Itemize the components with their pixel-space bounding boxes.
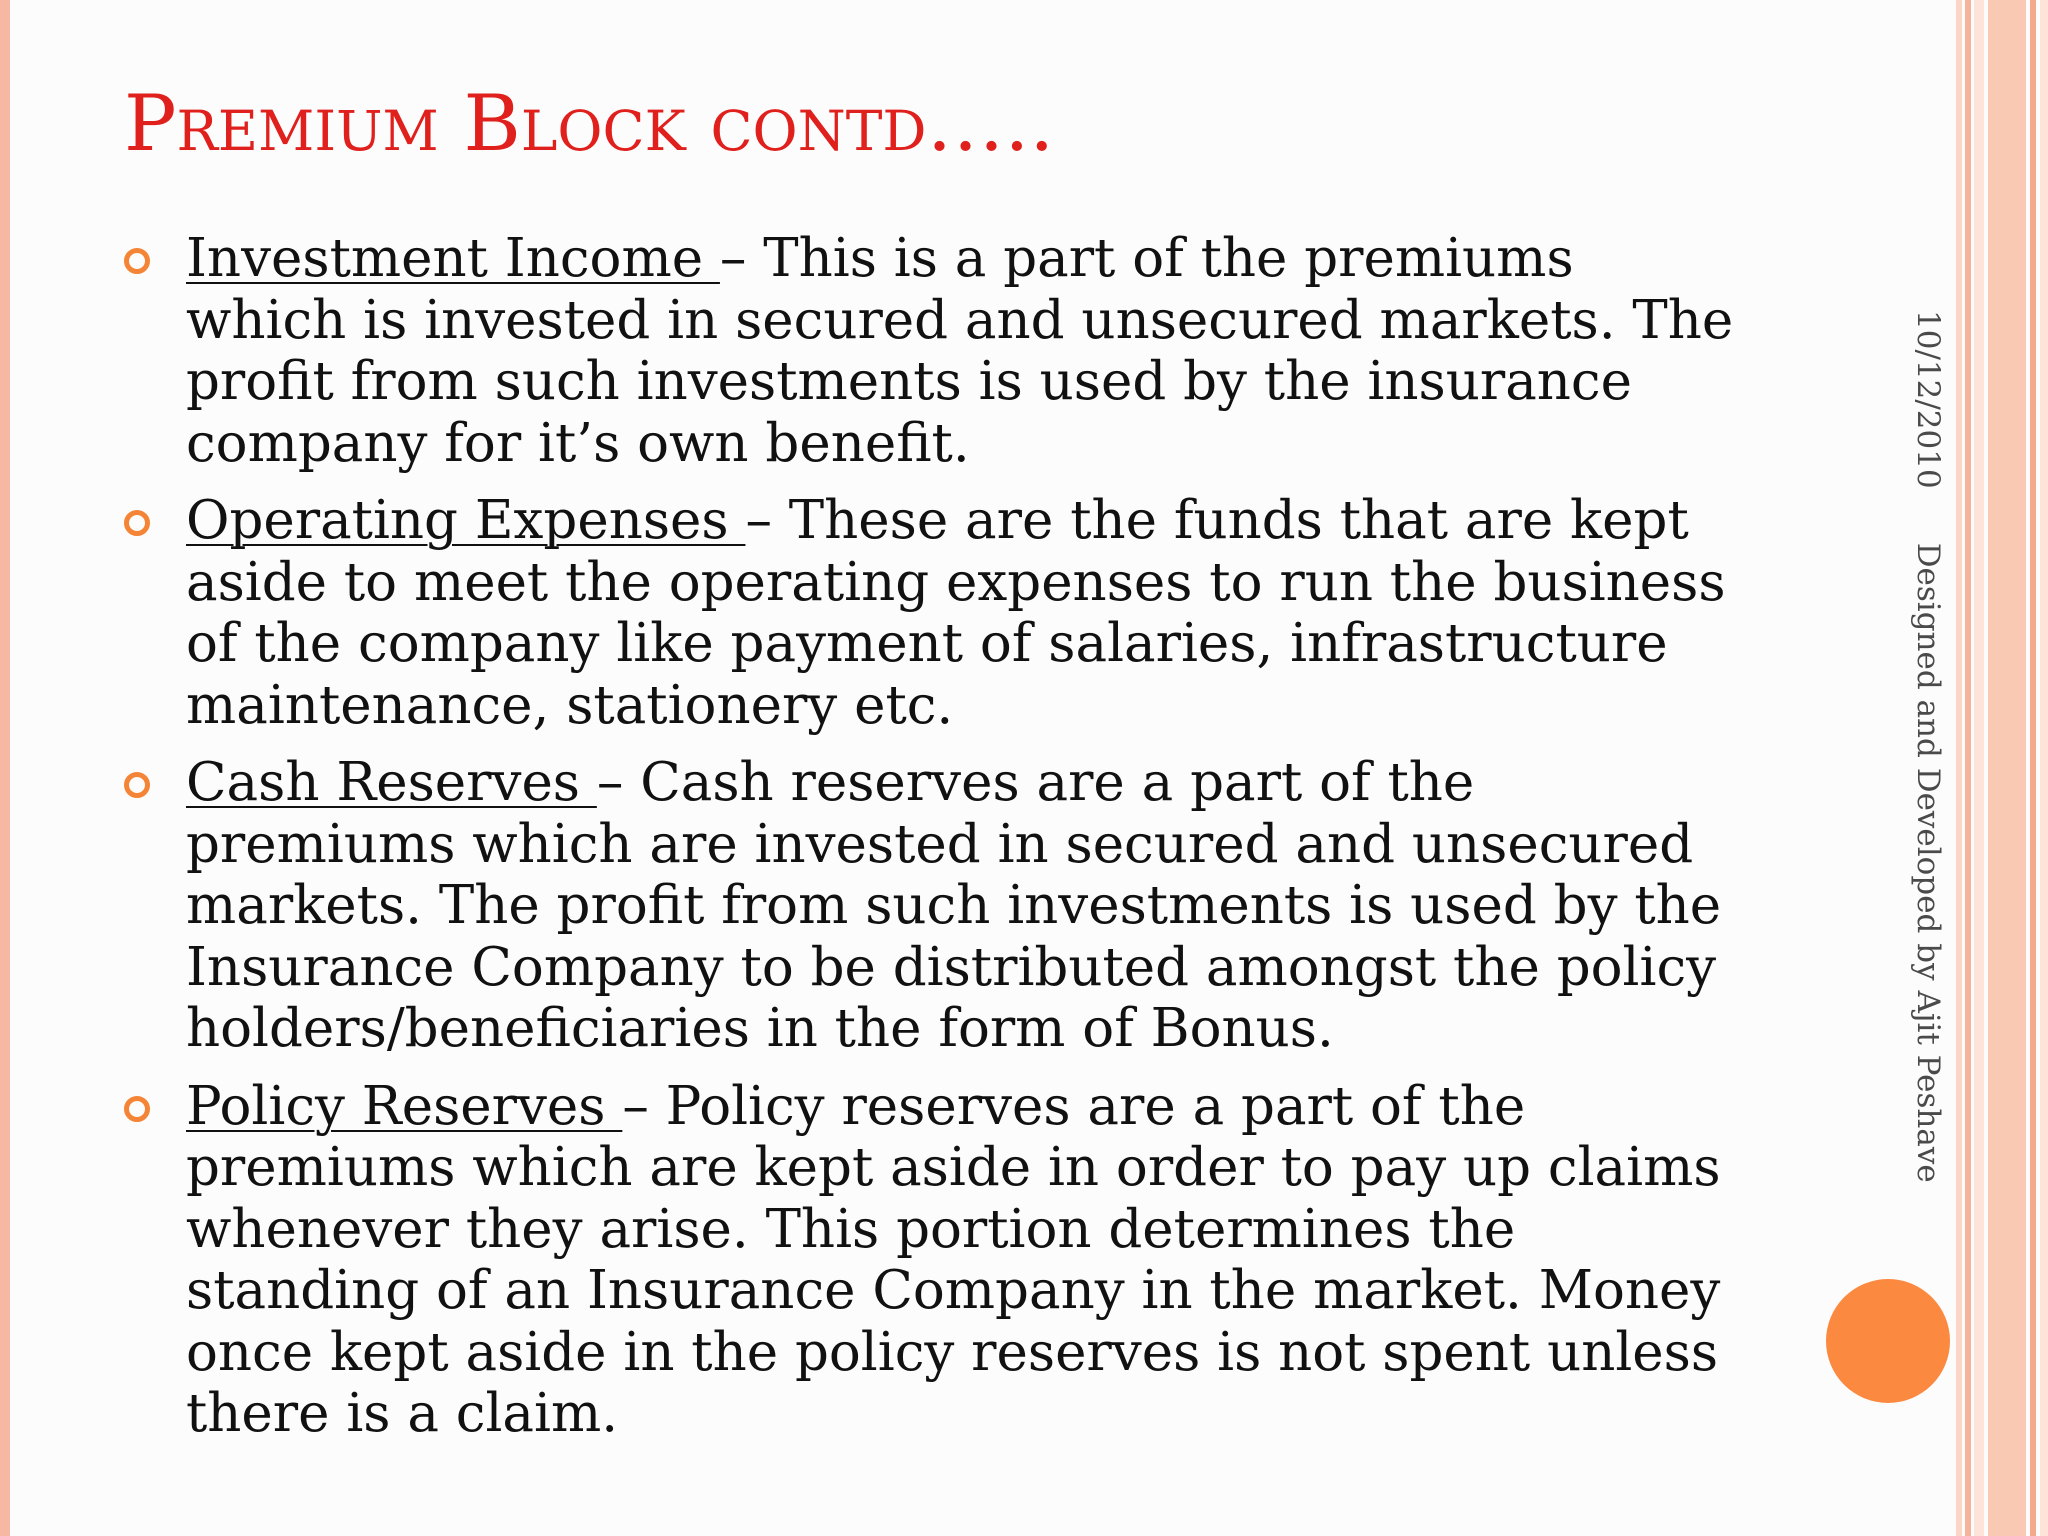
bullet-item (124, 228, 1744, 474)
hollow-circle-bullet-icon (124, 248, 150, 274)
hollow-circle-bullet-icon (124, 510, 150, 536)
right-stripe (1988, 0, 2026, 1536)
bullet-term: Investment Income (186, 228, 720, 289)
decorative-circle (1826, 1279, 1950, 1403)
slide-date: 10/12/2010 (1910, 310, 1946, 489)
right-stripe (1974, 0, 1984, 1536)
bullet-item (124, 752, 1744, 1060)
bullet-term: Operating Expenses (186, 490, 746, 551)
side-footer (1910, 310, 1946, 1183)
bullet-text: – Cash reserves are a part of the premiums which are invested in secured and unsecured markets. The profit from such investments is used by the Insurance Company to be distributed amongst the policy holders/beneficiaries in the form of Bonus. (186, 752, 1722, 1059)
slide-title: Premium Block contd….. (124, 79, 1055, 169)
right-stripe (2040, 0, 2048, 1536)
bullet-term: Policy Reserves (186, 1075, 623, 1137)
bullet-list (124, 228, 1744, 1461)
right-stripe (1965, 0, 1971, 1536)
hollow-circle-bullet-icon (124, 1096, 150, 1122)
right-stripe (2030, 0, 2036, 1536)
bullet-text: – This is a part of the premiums which is invested in secured and unsecured markets. The profit from such investments is used by the insurance company for it’s own benefit. (186, 228, 1734, 474)
bullet-text: – These are the funds that are kept aside to meet the operating expenses to run the business of the company like payment of salaries, infrastructure maintenance, stationery etc. (186, 490, 1726, 736)
right-stripe (1956, 0, 1962, 1536)
slide-credit: Designed and Developed by Ajit Peshave (1910, 542, 1946, 1183)
bullet-term: Cash Reserves (186, 752, 597, 813)
left-border (0, 0, 10, 1536)
bullet-item (124, 490, 1744, 736)
hollow-circle-bullet-icon (124, 772, 150, 798)
bullet-item (124, 1076, 1744, 1445)
bullet-text: – Policy reserves are a part of the premiums which are kept aside in order to pay up claims whenever they arise. This portion determines the standing of an Insurance Company in the market. Money once kept aside in the policy reserves is not spent unless there is a claim. (186, 1075, 1721, 1444)
